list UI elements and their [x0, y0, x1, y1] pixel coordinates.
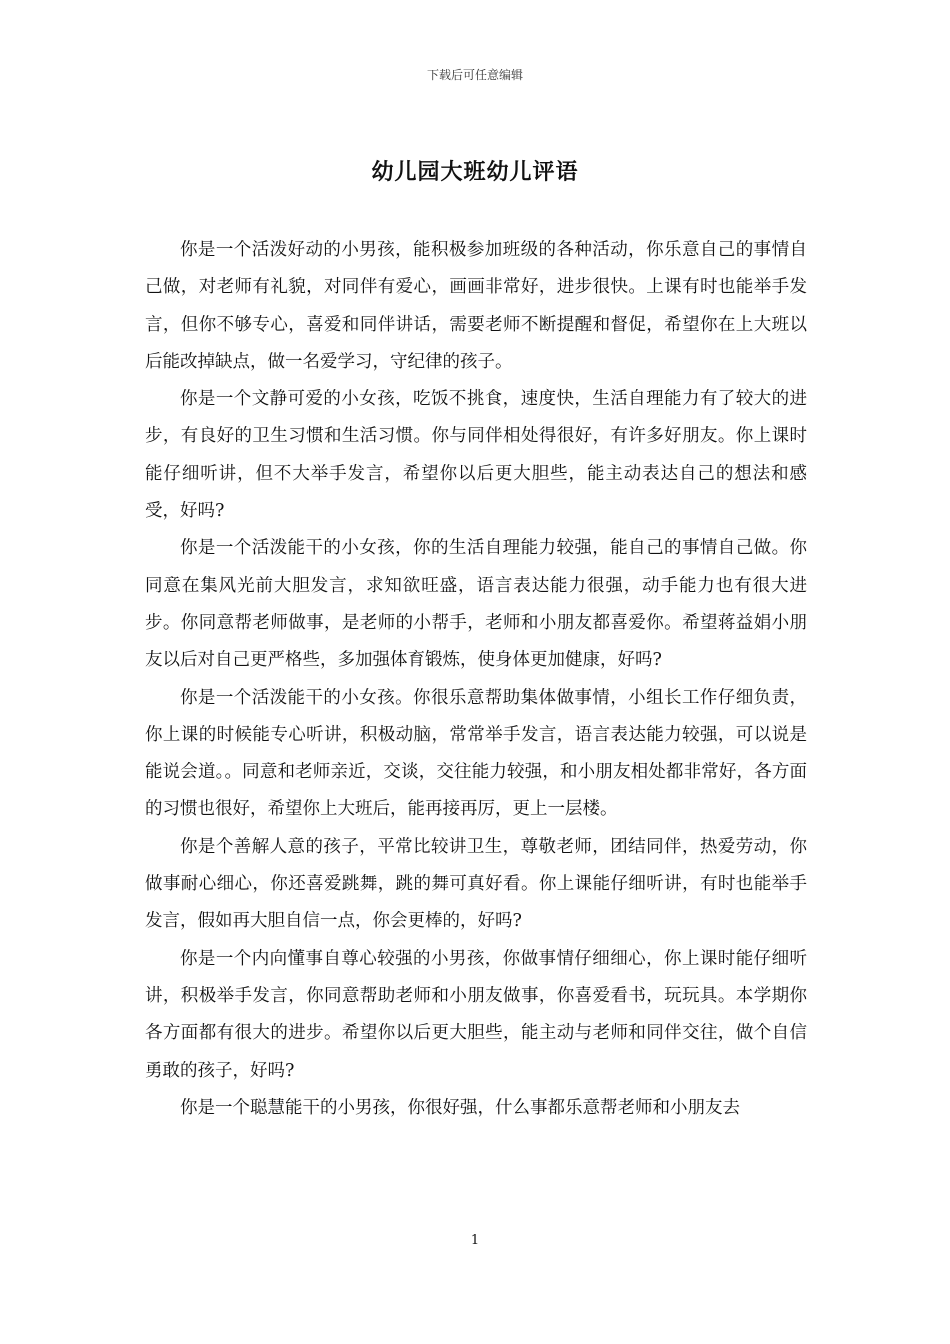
paragraph: 你是一个内向懂事自尊心较强的小男孩，你做事情仔细细心，你上课时能仔细听讲，积极举手发言，你同意帮助老师和小朋友做事，你喜爱看书，玩玩具。本学期你各方面都有很大的进步。希望你以后更大胆些，能主动与老师和同伴交往，做个自信勇敢的孩子，好吗? — [145, 948, 807, 1081]
page-header-note: 下载后可任意编辑 — [426, 68, 523, 82]
paragraph: 你是个善解人意的孩子，平常比较讲卫生，尊敬老师，团结同伴，热爱劳动，你做事耐心细心，你还喜爱跳舞，跳的舞可真好看。你上课能仔细听讲，有时也能举手发言，假如再大胆自信一点，你会更棒的，好吗? — [145, 836, 807, 932]
paragraph: 你是一个聪慧能干的小男孩，你很好强，什么事都乐意帮老师和小朋友去 — [180, 1097, 740, 1118]
document-body — [145, 232, 807, 1127]
paragraph: 你是一个文静可爱的小女孩，吃饭不挑食，速度快，生活自理能力有了较大的进步，有良好的卫生习惯和生活习惯。你与同伴相处得很好，有许多好朋友。你上课时能仔细听讲，但不大举手发言，希望你以后更大胆些，能主动表达自己的想法和感受，好吗? — [145, 389, 807, 522]
paragraph: 你是一个活泼能干的小女孩。你很乐意帮助集体做事情，小组长工作仔细负责，你上课的时候能专心听讲，积极动脑，常常举手发言，语言表达能力较强，可以说是能说会道。。同意和老师亲近，交谈，交往能力较强，和小朋友相处都非常好，各方面的习惯也很好，希望你上大班后，能再接再厉，更上一层楼。 — [145, 687, 807, 820]
paragraph: 你是一个活泼好动的小男孩，能积极参加班级的各种活动，你乐意自己的事情自己做，对老师有礼貌，对同伴有爱心，画画非常好，进步很快。上课有时也能举手发言，但你不够专心，喜爱和同伴讲话，需要老师不断提醒和督促，希望你在上大班以后能改掉缺点，做一名爱学习，守纪律的孩子。 — [145, 240, 807, 372]
document-title: 幼儿园大班幼儿评语 — [371, 159, 579, 185]
page-number: 1 — [470, 1233, 480, 1248]
paragraph: 你是一个活泼能干的小女孩，你的生活自理能力较强，能自己的事情自己做。你同意在集风光前大胆发言，求知欲旺盛，语言表达能力很强，动手能力也有很大进步。你同意帮老师做事，是老师的小帮手，老师和小朋友都喜爱你。希望蒋益娟小朋友以后对自己更严格些，多加强体育锻炼，使身体更加健康，好吗? — [145, 538, 807, 671]
